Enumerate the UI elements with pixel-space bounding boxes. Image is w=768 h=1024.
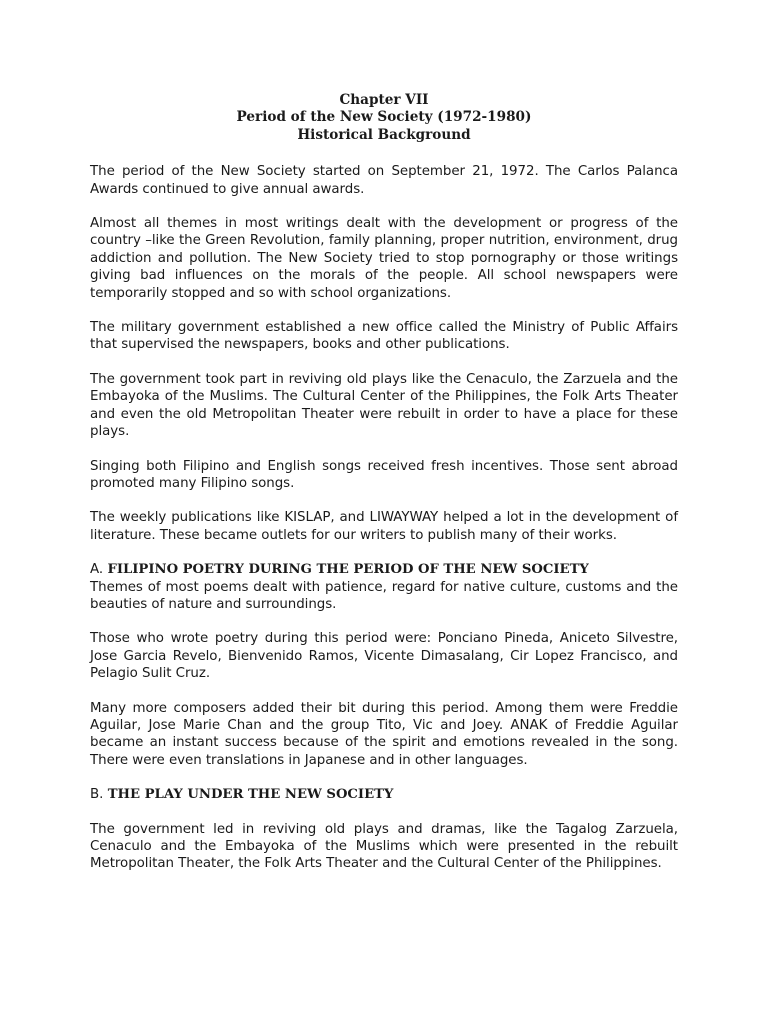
paragraph: Themes of most poems dealt with patience, regard for native culture, customs and the beauties of nature and surroundings. (90, 579, 678, 612)
paragraph: The weekly publications like KISLAP, and LIWAYWAY helped a lot in the development of literature. These became outlets for our writers to publish many of their works. (90, 510, 678, 543)
section-b-prefix: B. (90, 787, 104, 803)
paragraph: Those who wrote poetry during this period were: Ponciano Pineda, Aniceto Silvestre, Jose Garcia Revelo, Bienvenido Ramos, Vicente Dimasalang, Cir Lopez Francisco, and Pelagio Sulit Cruz. (90, 631, 678, 682)
section-a-prefix: A. (90, 562, 104, 578)
paragraph: Singing both Filipino and English songs received fresh incentives. Those sent abroad promoted many Filipino songs. (90, 458, 678, 491)
chapter-title: Period of the New Society (1972-1980) (236, 109, 532, 126)
section-b-heading (90, 786, 678, 803)
chapter-heading (90, 92, 678, 144)
section-a-heading (90, 561, 678, 578)
section-a-title: FILIPINO POETRY DURING THE PERIOD OF THE NEW SOCIETY (107, 562, 589, 578)
paragraph: Almost all themes in most writings dealt with the development or progress of the country –like the Green Revolution, family planning, proper nutrition, environment, drug addiction and pollution. The New Society tried to stop pornography or those writings giving bad influences on the morals of the people. All school newspapers were temporarily stopped and so with school organizations. (90, 216, 678, 301)
paragraph: Many more composers added their bit during this period. Among them were Freddie Aguilar, Jose Marie Chan and the group Tito, Vic and Joey. ANAK of Freddie Aguilar became an instant success because of the spirit and emotions revealed in the song. There were even translations in Japanese and in other languages. (90, 700, 678, 768)
paragraph: The period of the New Society started on September 21, 1972. The Carlos Palanca Awards continued to give annual awards. (90, 164, 678, 197)
paragraph: The government led in reviving old plays and dramas, like the Tagalog Zarzuela, Cenaculo and the Embayoka of the Muslims which were presented in the rebuilt Metropolitan Theater, the Folk Arts Theater and the Cultural Center of the Philippines. (90, 821, 678, 872)
chapter-subtitle: Historical Background (297, 126, 471, 143)
paragraph: The government took part in reviving old plays like the Cenaculo, the Zarzuela and the Embayoka of the Muslims. The Cultural Center of the Philippines, the Folk Arts Theater and even the old Metropolitan Theater were rebuilt in order to have a place for these plays. (90, 371, 678, 440)
chapter-number: Chapter VII (339, 92, 429, 108)
paragraph: The military government established a new office called the Ministry of Public Affairs that supervised the newspapers, books and other publications. (90, 320, 678, 353)
document-page (90, 92, 678, 890)
section-b-title: THE PLAY UNDER THE NEW SOCIETY (107, 787, 394, 803)
